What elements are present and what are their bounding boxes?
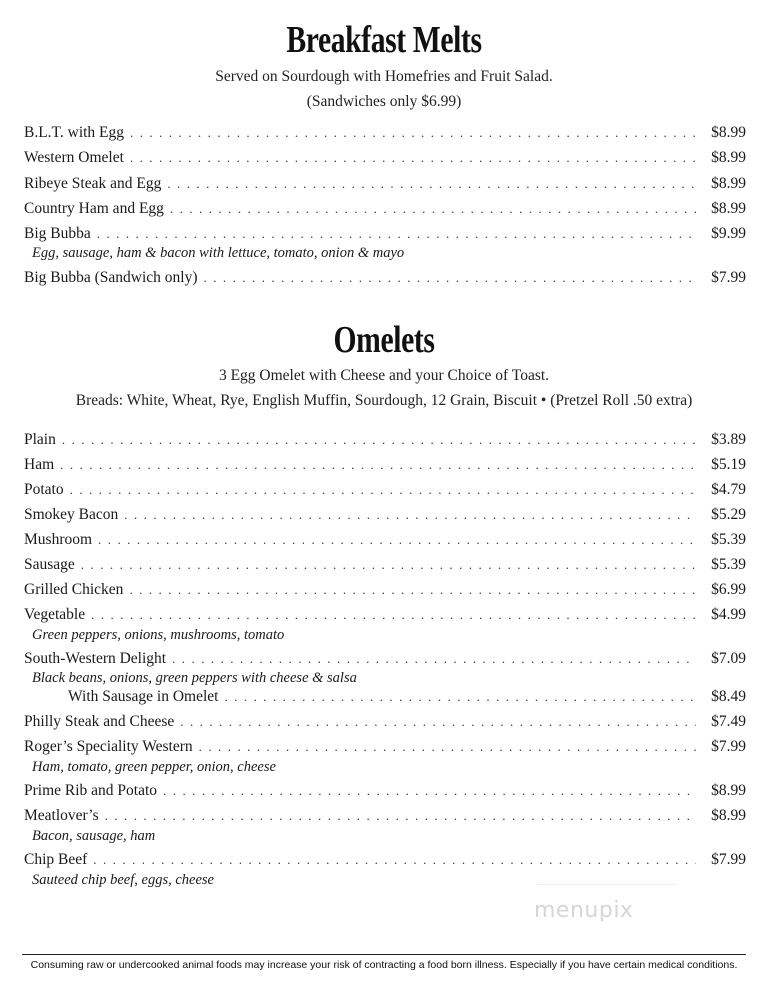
menu-item bbox=[24, 149, 746, 169]
omelets-subtitle: 3 Egg Omelet with Cheese and your Choice of Toast. bbox=[218, 367, 550, 384]
dot-leader bbox=[105, 808, 696, 824]
item-price: $5.39 bbox=[711, 531, 746, 548]
item-price: $8.99 bbox=[711, 124, 746, 141]
dot-leader bbox=[224, 689, 696, 705]
item-name: Philly Steak and Cheese bbox=[24, 713, 175, 730]
item-name: Mushroom bbox=[24, 531, 93, 548]
menu-item bbox=[24, 124, 746, 144]
item-price: $6.99 bbox=[711, 581, 746, 598]
item-price: $4.79 bbox=[711, 481, 746, 498]
item-name: Prime Rib and Potato bbox=[24, 782, 158, 799]
menu-item bbox=[24, 225, 746, 245]
item-description: Green peppers, onions, mushrooms, tomato bbox=[32, 627, 285, 643]
menu-item bbox=[24, 431, 746, 451]
dot-leader bbox=[163, 783, 696, 799]
item-description: Egg, sausage, ham & bacon with lettuce, tomato, onion & mayo bbox=[32, 245, 405, 261]
item-name: Roger’s Speciality Western bbox=[24, 738, 193, 755]
dot-leader bbox=[98, 532, 696, 548]
dot-leader bbox=[70, 482, 696, 498]
item-name: Plain bbox=[24, 431, 56, 448]
item-name: Grilled Chicken bbox=[24, 581, 124, 598]
omelets-breads: Breads: White, Wheat, Rye, English Muffin, Sourdough, 12 Grain, Biscuit • (Pretzel Roll .50 extra) bbox=[75, 392, 693, 409]
item-name: Vegetable bbox=[24, 606, 86, 623]
food-safety-disclaimer: Consuming raw or undercooked animal foods may increase your risk of contracting a food born illness. Especially if you have certain medical conditions. bbox=[30, 959, 738, 971]
dot-leader bbox=[130, 150, 696, 166]
breakfast-subtitle: Served on Sourdough with Homefries and Fruit Salad. bbox=[215, 68, 553, 85]
item-price: $8.99 bbox=[711, 149, 746, 166]
dot-leader bbox=[97, 226, 696, 242]
dot-leader bbox=[167, 176, 696, 192]
menu-item bbox=[24, 738, 746, 758]
dot-leader bbox=[180, 714, 696, 730]
item-price: $8.99 bbox=[711, 175, 746, 192]
menu-item bbox=[24, 807, 746, 827]
menu-item bbox=[24, 556, 746, 576]
menu-item bbox=[24, 481, 746, 501]
menupix-watermark: menupix bbox=[534, 898, 634, 923]
item-name: Sausage bbox=[24, 556, 75, 573]
item-price: $7.99 bbox=[711, 738, 746, 755]
dot-leader bbox=[60, 457, 696, 473]
item-description: Ham, tomato, green pepper, onion, cheese bbox=[32, 759, 276, 775]
item-name: Big Bubba bbox=[24, 225, 91, 242]
item-price: $4.99 bbox=[711, 606, 746, 623]
item-price: $7.49 bbox=[711, 713, 746, 730]
dot-leader bbox=[172, 651, 696, 667]
item-name: Ribeye Steak and Egg bbox=[24, 175, 162, 192]
menu-item bbox=[24, 531, 746, 551]
item-price: $5.19 bbox=[711, 456, 746, 473]
dot-leader bbox=[170, 201, 696, 217]
watermark-rule bbox=[536, 884, 676, 885]
item-price: $8.99 bbox=[711, 782, 746, 799]
menu-item bbox=[24, 606, 746, 626]
dot-leader bbox=[129, 582, 696, 598]
dot-leader bbox=[91, 607, 696, 623]
menu-item bbox=[24, 713, 746, 733]
item-description: Bacon, sausage, ham bbox=[32, 828, 156, 844]
menu-item bbox=[24, 851, 746, 871]
item-price: $8.99 bbox=[711, 807, 746, 824]
dot-leader bbox=[124, 507, 696, 523]
item-name: Chip Beef bbox=[24, 851, 88, 868]
menu-item bbox=[24, 782, 746, 802]
menu-item-variant bbox=[68, 688, 746, 708]
item-price: $7.09 bbox=[711, 650, 746, 667]
item-description: Sauteed chip beef, eggs, cheese bbox=[32, 872, 214, 888]
item-name: Meatlover’s bbox=[24, 807, 99, 824]
breakfast-subtitle-price: (Sandwiches only $6.99) bbox=[306, 93, 462, 110]
menu-item bbox=[24, 269, 746, 289]
dot-leader bbox=[130, 125, 696, 141]
menu-item bbox=[24, 650, 746, 670]
breakfast-melts-title: Breakfast Melts bbox=[286, 19, 482, 61]
menu-item bbox=[24, 175, 746, 195]
item-price: $3.89 bbox=[711, 431, 746, 448]
dot-leader bbox=[93, 852, 696, 868]
item-description: Black beans, onions, green peppers with cheese & salsa bbox=[32, 670, 357, 686]
menu-item bbox=[24, 200, 746, 220]
omelets-title: Omelets bbox=[333, 319, 435, 361]
item-price: $8.99 bbox=[711, 200, 746, 217]
footer-divider bbox=[22, 954, 746, 955]
item-name: Big Bubba (Sandwich only) bbox=[24, 269, 198, 286]
dot-leader bbox=[81, 557, 696, 573]
item-name: South-Western Delight bbox=[24, 650, 167, 667]
menu-item bbox=[24, 506, 746, 526]
item-name: Ham bbox=[24, 456, 55, 473]
menu-item bbox=[24, 581, 746, 601]
dot-leader bbox=[199, 739, 696, 755]
dot-leader bbox=[204, 270, 697, 286]
item-name: B.L.T. with Egg bbox=[24, 124, 125, 141]
menu-item bbox=[24, 456, 746, 476]
item-price: $7.99 bbox=[711, 851, 746, 868]
item-price: $5.39 bbox=[711, 556, 746, 573]
item-name: With Sausage in Omelet bbox=[68, 688, 219, 705]
item-name: Potato bbox=[24, 481, 64, 498]
item-name: Smokey Bacon bbox=[24, 506, 119, 523]
item-name: Country Ham and Egg bbox=[24, 200, 164, 217]
item-price: $8.49 bbox=[711, 688, 746, 705]
item-price: $9.99 bbox=[711, 225, 746, 242]
dot-leader bbox=[62, 432, 696, 448]
item-price: $7.99 bbox=[711, 269, 746, 286]
item-name: Western Omelet bbox=[24, 149, 124, 166]
item-price: $5.29 bbox=[711, 506, 746, 523]
